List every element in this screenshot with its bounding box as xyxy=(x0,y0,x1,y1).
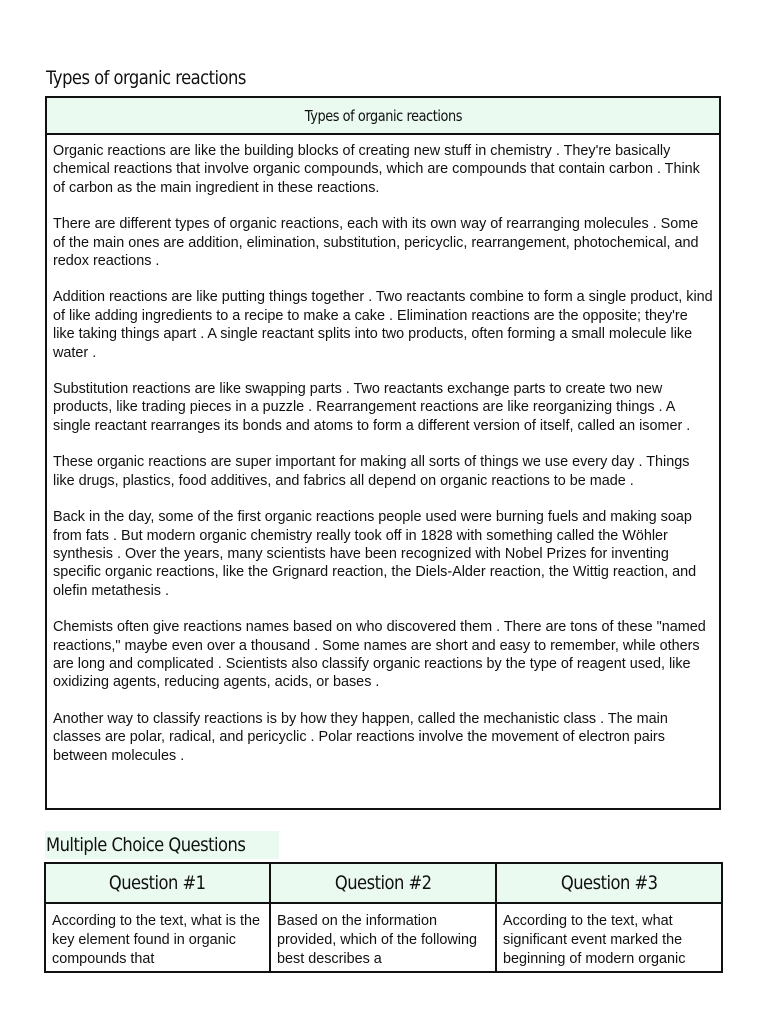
mcq-section-title xyxy=(45,831,279,859)
question-3-label: Question #3 xyxy=(560,872,658,894)
reading-header xyxy=(47,98,719,135)
reading-paragraph: Another way to classify reactions is by how they happen, called the mechanistic class . The main classes are polar, radical, and pericyclic . Polar reactions involve the movement of electron pairs between molecules . xyxy=(53,710,668,764)
reading-paragraph: Back in the day, some of the first organic reactions people used were burning fuels and making soap from fats . But modern organic chemistry really took off in 1828 with something called the Wöhler synthesis . Over the years, many scientists have been recognized with Nobel Prizes for inventing specific organic reactions, like the Grignard reaction, the Diels-Alder reaction, the Wittig reaction, and olefin metathesis . xyxy=(53,509,697,599)
page-title: Types of organic reactions xyxy=(46,67,246,89)
question-3-text: According to the text, what significant event marked the beginning of modern organic xyxy=(503,913,686,967)
reading-paragraph: Substitution reactions are like swapping parts . Two reactants exchange parts to create two new products, like trading pieces in a puzzle . Rearrangement reactions are like reorganizing things . A single reactant rearranges its bonds and atoms to form a different version of itself, called an isomer . xyxy=(53,381,691,434)
reading-paragraph: These organic reactions are super important for making all sorts of things we use every day . Things like drugs, plastics, food additives, and fabrics all depend on organic reactions to be made . xyxy=(53,454,690,489)
question-2-text: Based on the information provided, which of the following best describes a xyxy=(271,904,497,971)
reading-passage-box xyxy=(45,96,721,810)
mcq-section-title-label: Multiple Choice Questions xyxy=(46,834,246,856)
question-2-header xyxy=(271,864,497,904)
question-1-text: According to the text, what is the key element found in organic compounds that xyxy=(46,904,271,971)
reading-paragraph: Addition reactions are like putting things together . Two reactants combine to form a single product, kind of like adding ingredients to a recipe to make a cake . Elimination reactions are the opposite; they're like taking things apart . A single reactant splits into two products, often forming a small molecule like water . xyxy=(53,289,713,361)
mcq-table xyxy=(44,862,723,973)
reading-paragraph: Chemists often give reactions names based on who discovered them . There are tons of these "named reactions," maybe even over a thousand . Some names are short and easy to remember, while others are long and complicated . Scientists also classify organic reactions by the type of reagent used, like oxidizing agents, reducing agents, acids, or bases . xyxy=(53,619,706,691)
reading-header-label: Types of organic reactions xyxy=(304,106,462,125)
question-2-label: Question #2 xyxy=(334,872,432,894)
reading-body xyxy=(47,135,719,765)
reading-paragraph: Organic reactions are like the building blocks of creating new stuff in chemistry . They're basically chemical reactions that involve organic compounds, which are compounds that contain carbon . Think of carbon as the main ingredient in these reactions. xyxy=(53,143,700,196)
reading-paragraph: There are different types of organic reactions, each with its own way of rearranging molecules . Some of the main ones are addition, elimination, substitution, pericyclic, rearrangement, photochemical, and redox reactions . xyxy=(53,216,699,270)
question-1-header xyxy=(46,864,271,904)
question-3-header xyxy=(497,864,721,904)
question-1-label: Question #1 xyxy=(109,872,206,894)
